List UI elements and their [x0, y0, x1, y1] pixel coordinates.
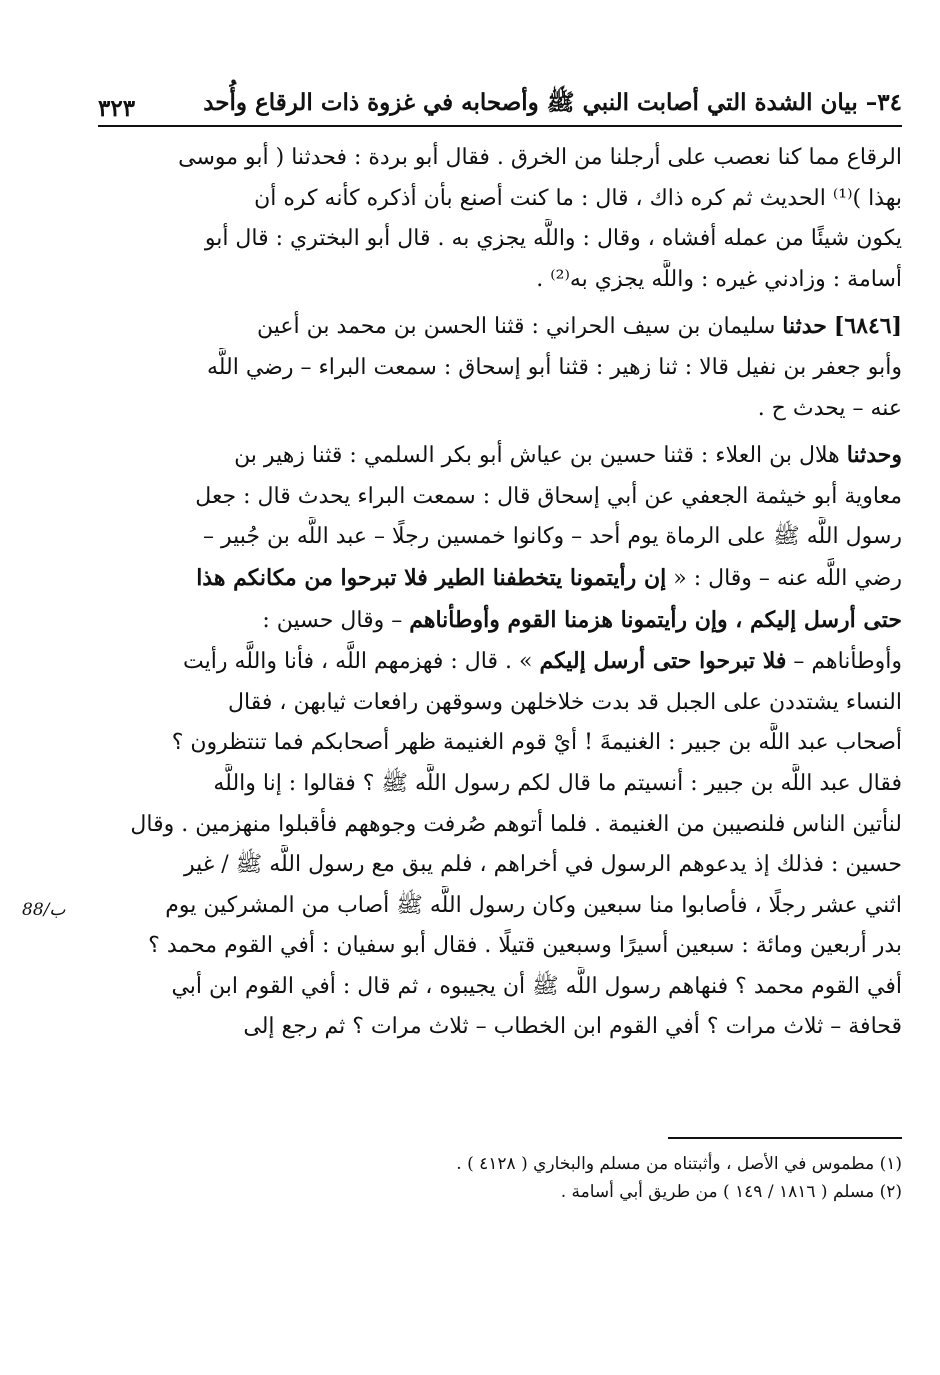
text-line: فقال عبد اللَّه بن جبير : أنسيتم ما قال لكم رسول اللَّه ﷺ ؟ فقالوا : إنا واللَّه — [213, 770, 902, 796]
prophetic-speech: حتى أرسل إليكم ، وإن رأيتمونا هزمنا القوم وأوطأناهم — [409, 606, 902, 633]
narration-text: وأوطأناهم – — [793, 649, 902, 675]
text-line: اثني عشر رجلًا ، فأصابوا منا سبعين وكان رسول اللَّه ﷺ أصاب من المشركين يوم — [165, 892, 902, 918]
text-line — [98, 600, 902, 642]
text-line: عنه – يحدث ح . — [757, 395, 902, 421]
hadith-number: [٦٨٤٦] — [833, 313, 902, 340]
text-line: معاوية أبو خيثمة الجعفي عن أبي إسحاق قال : سمعت البراء يحدث قال : جعل — [195, 483, 902, 509]
narration-text: رضي اللَّه عنه – وقال : « — [673, 565, 902, 591]
page-number: ٣٢٣ — [98, 95, 136, 122]
main-text — [98, 138, 902, 1048]
text-line — [98, 435, 902, 477]
text-line: يكون شيئًا من عمله أفشاه ، وقال : واللَّه يجزي به . قال أبو البختري : قال أبو — [204, 226, 902, 252]
narration-text: – وقال حسين : — [262, 607, 403, 633]
folio-margin-note: 88/ب — [22, 900, 66, 920]
text-line: رسول اللَّه ﷺ على الرماة يوم أحد – وكانوا خمسين رجلًا – عبد اللَّه بن جُبير – — [202, 524, 902, 550]
text-line: بهذا )⁽¹⁾ الحديث ثم كره ذاك ، قال : ما كنت أصنع بأن أذكره كأنه كره أن — [254, 185, 902, 211]
haddathana-keyword: وحدثنا — [846, 442, 902, 469]
text-line: النساء يشتددن على الجبل قد بدت خلاخلهن وسوقهن رافعات ثيابهن ، فقال — [228, 689, 902, 715]
footnote-rule — [668, 1137, 902, 1139]
text-line — [98, 641, 902, 683]
text-line: أفي القوم محمد ؟ فنهاهم رسول اللَّه ﷺ أن يجيبوه ، ثم قال : أفي القوم ابن أبي — [171, 973, 902, 999]
paragraph-1 — [98, 138, 902, 300]
isnad-text: سليمان بن سيف الحراني : قثنا الحسن بن محمد بن أعين — [257, 314, 776, 340]
chapter-title: ٣٤– بيان الشدة التي أصابت النبي ﷺ وأصحابه في غزوة ذات الرقاع وأُحد — [203, 89, 902, 116]
text-line — [98, 558, 902, 600]
paragraph-second-chain — [98, 435, 902, 1048]
text-line: أصحاب عبد اللَّه بن جبير : الغنيمةَ ! أيْ قوم الغنيمة ظهر أصحابكم فما تنتظرون ؟ — [171, 730, 902, 756]
text-line — [98, 306, 902, 348]
narration-text: » . قال : فهزمهم اللَّه ، فأنا واللَّه رأيت — [183, 649, 533, 675]
text-line: وأبو جعفر بن نفيل قالا : ثنا زهير : قثنا أبو إسحاق : سمعت البراء – رضي اللَّه — [206, 354, 902, 380]
footnote-2: (٢) مسلم ( ١٨١٦ / ١٤٩ ) من طريق أبي أسامة . — [560, 1182, 902, 1202]
header-rule — [98, 125, 902, 127]
text-line: بدر أربعين ومائة : سبعين أسيرًا وسبعين قتيلًا . فقال أبو سفيان : أفي القوم محمد ؟ — [148, 933, 902, 959]
footnotes — [98, 1150, 902, 1206]
isnad-text: هلال بن العلاء : قثنا حسين بن عياش أبو بكر السلمي : قثنا زهير بن — [234, 443, 840, 469]
prophetic-speech: إن رأيتمونا يتخطفنا الطير فلا تبرحوا من مكانكم هذا — [196, 564, 667, 591]
running-header — [98, 72, 902, 122]
text-line: أسامة : وزادني غيره : واللَّه يجزي به⁽²⁾ . — [536, 266, 902, 292]
paragraph-hadith-6846 — [98, 306, 902, 429]
text-line: الرقاع مما كنا نعصب على أرجلنا من الخرق . فقال أبو بردة : فحدثنا ( أبو موسى — [178, 145, 902, 170]
text-line: لنأتين الناس فلنصيبن من الغنيمة . فلما أتوهم صُرفت وجوههم فأقبلوا منهزمين . وقال — [130, 811, 902, 837]
prophetic-speech: فلا تبرحوا حتى أرسل إليكم — [539, 648, 787, 675]
text-line: قحافة – ثلاث مرات ؟ أفي القوم ابن الخطاب – ثلاث مرات ؟ ثم رجع إلى — [243, 1014, 902, 1040]
footnote-1: (١) مطموس في الأصل ، وأثبتناه من مسلم والبخاري ( ٤١٢٨ ) . — [456, 1154, 902, 1174]
haddathana-keyword: حدثنا — [782, 313, 827, 340]
text-line: حسين : فذلك إذ يدعوهم الرسول في أخراهم ، فلم يبق مع رسول اللَّه ﷺ / غير — [183, 852, 902, 878]
